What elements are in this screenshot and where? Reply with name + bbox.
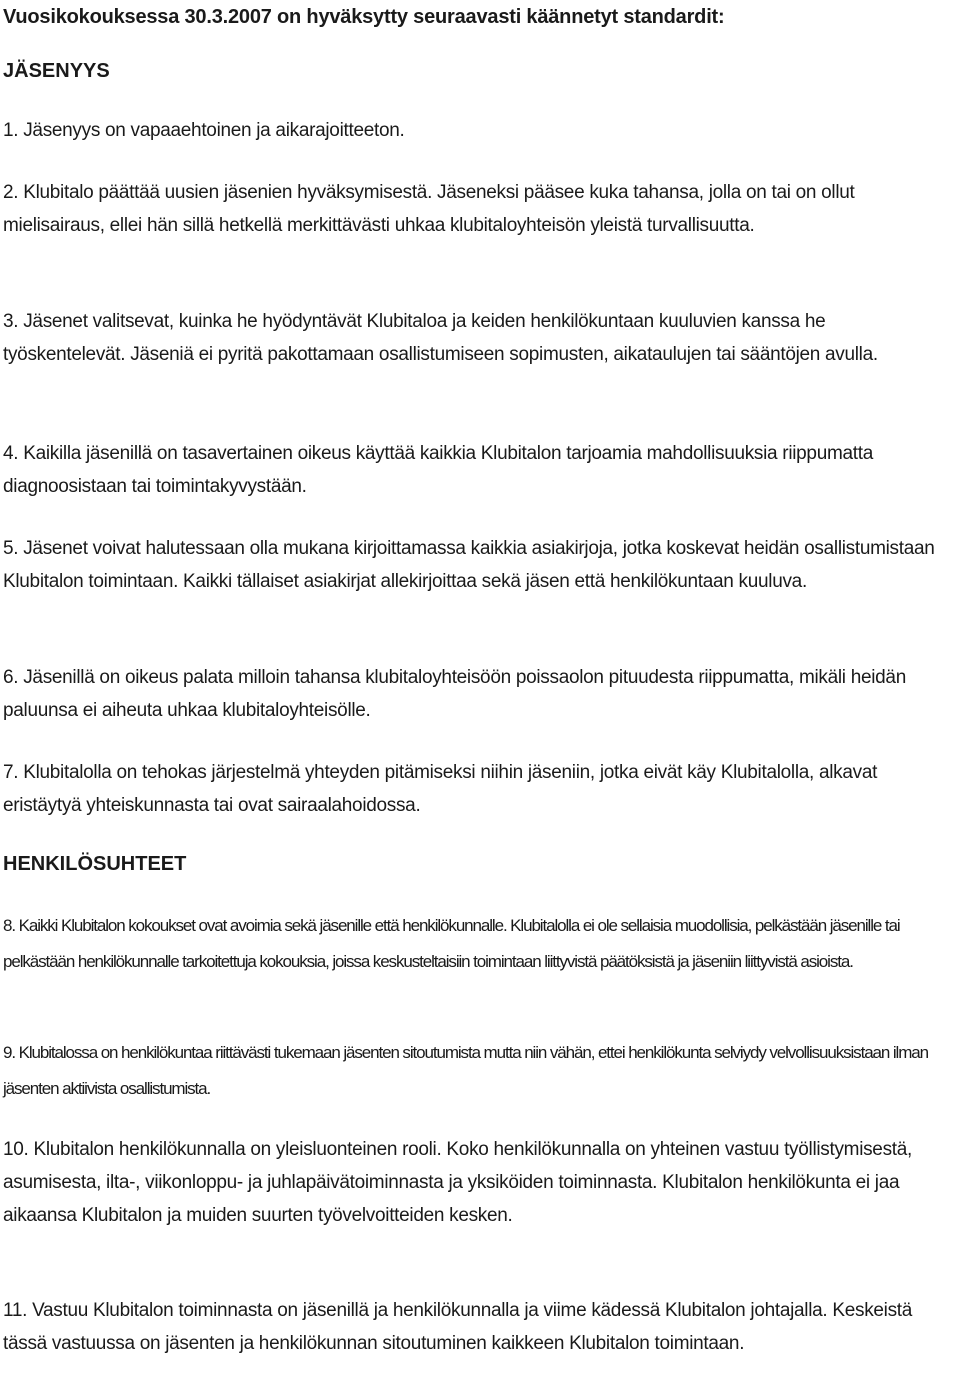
paragraph-2: 2. Klubitalo päättää uusien jäsenien hyväksymisestä. Jäseneksi pääsee kuka tahansa, jolla on tai on ollut mielisairaus, ellei hän sillä hetkellä merkittävästi uhkaa klubitaloyhteisön yleistä turvallisuutta. bbox=[3, 182, 855, 236]
paragraph-5: 5. Jäsenet voivat halutessaan olla mukana kirjoittamassa kaikkia asiakirjoja, jotka koskevat heidän osallistumistaan Klubitalon toimintaan. Kaikki tällaiset asiakirjat allekirjoittaa sekä jäsen että henkilökuntaan kuuluva. bbox=[3, 538, 935, 592]
paragraph-4: 4. Kaikilla jäsenillä on tasavertainen oikeus käyttää kaikkia Klubitalon tarjoamia mahdollisuuksia riippumatta diagnoosistaan tai toimintakyvystään. bbox=[3, 443, 873, 497]
paragraph-7: 7. Klubitalolla on tehokas järjestelmä yhteyden pitämiseksi niihin jäseniin, jotka eivät käy Klubitalolla, alkavat eristäytyä yhteiskunnasta tai ovat sairaalahoidossa. bbox=[3, 762, 878, 816]
paragraph-3: 3. Jäsenet valitsevat, kuinka he hyödyntävät Klubitaloa ja keiden henkilökuntaan kuuluvien kanssa he työskentelevät. Jäseniä ei pyritä pakottamaan osallistumiseen sopimusten, aikataulujen tai sääntöjen avulla. bbox=[3, 311, 878, 365]
paragraph-9: 9. Klubitalossa on henkilökuntaa riittävästi tukemaan jäsenten sitoutumista mutta niin vähän, ettei henkilökunta selviydy velvollisuuksistaan ilman jäsenten aktiivista osallistumista. bbox=[3, 1043, 929, 1098]
section-heading-membership: JÄSENYYS bbox=[3, 60, 110, 82]
paragraph-11: 11. Vastuu Klubitalon toiminnasta on jäsenillä ja henkilökunnalla ja viime kädessä Klubitalon johtajalla. Keskeistä tässä vastuussa on jäsenten ja henkilökunnan sitoutuminen kaikkeen Klubitalon toimintaan. bbox=[3, 1300, 913, 1354]
section-heading-staff-relations: HENKILÖSUHTEET bbox=[3, 853, 187, 875]
document-title: Vuosikokouksessa 30.3.2007 on hyväksytty seuraavasti käännetyt standardit: bbox=[3, 6, 725, 28]
paragraph-8: 8. Kaikki Klubitalon kokoukset ovat avoimia sekä jäsenille että henkilökunnalle. Klubitalolla ei ole sellaisia muodollisia, pelkästään jäsenille tai pelkästään henkilökunnalle tarkoitettuja kokouksia, joissa keskusteltaisiin toimintaan liittyvistä päätöksistä ja jäseniin liittyvistä asioista. bbox=[3, 916, 900, 971]
paragraph-6: 6. Jäsenillä on oikeus palata milloin tahansa klubitaloyhteisöön poissaolon pituudesta riippumatta, mikäli heidän paluunsa ei aiheuta uhkaa klubitaloyhteisölle. bbox=[3, 667, 906, 721]
paragraph-10: 10. Klubitalon henkilökunnalla on yleisluonteinen rooli. Koko henkilökunnalla on yhteinen vastuu työllistymisestä, asumisesta, ilta-, viikonloppu- ja juhlapäivätoiminnasta ja yksiköiden toiminnasta. Klubitalon henkilökunta ei jaa aikaansa Klubitalon ja muiden suurten työvelvoitteiden kesken. bbox=[3, 1139, 913, 1226]
paragraph-1: 1. Jäsenyys on vapaaehtoinen ja aikarajoitteeton. bbox=[3, 120, 405, 141]
